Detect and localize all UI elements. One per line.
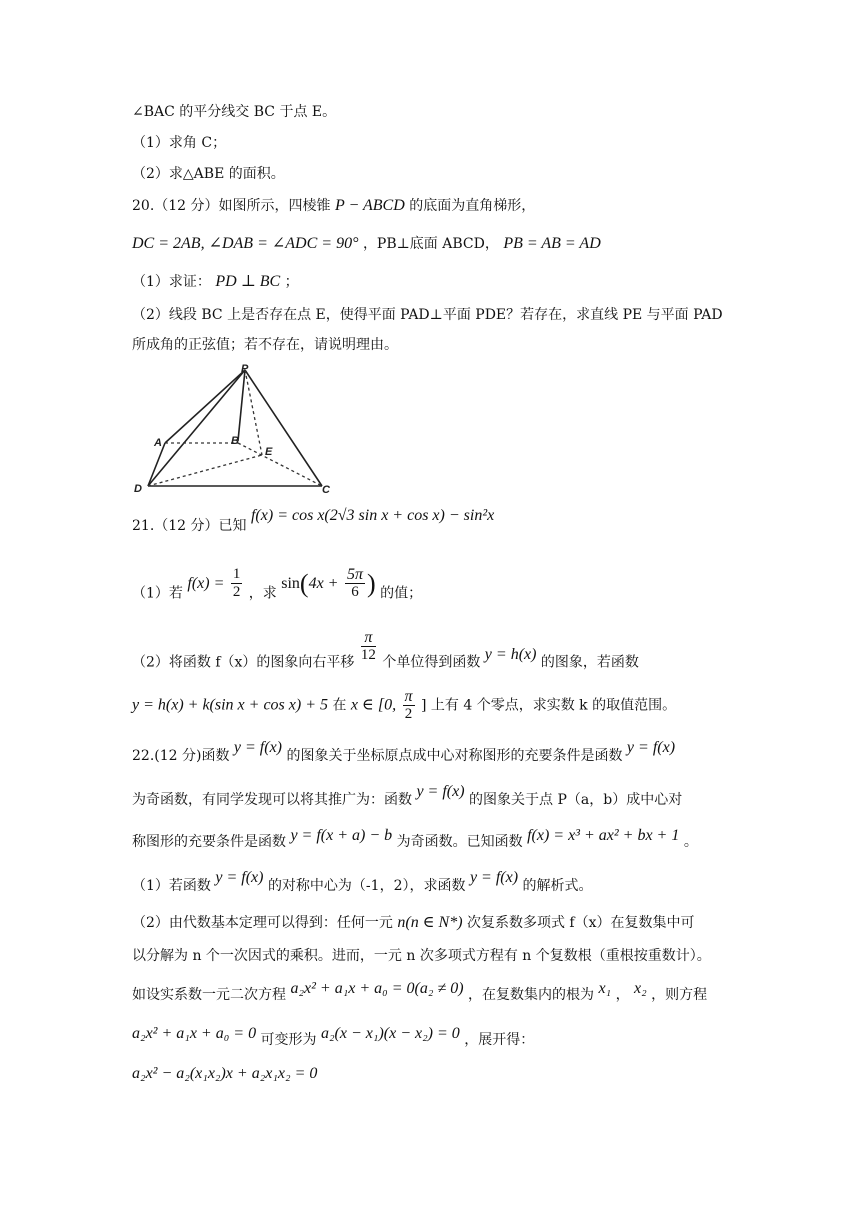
p22-yfx: y = f(x): [233, 739, 283, 756]
p22-shifted: y = f(x + a) − b: [290, 827, 393, 844]
p22-expanded-line: [132, 1064, 317, 1084]
p21-q2-text2: 个单位得到函数: [382, 654, 481, 671]
fraction-numerator: 5π: [346, 566, 363, 583]
fraction-denominator: 2: [404, 706, 413, 722]
p21-q2-interval: x ∈ [0,: [350, 696, 397, 714]
p19-question-2: （2）求△ABE 的面积。: [132, 166, 285, 182]
edge-pc: [245, 370, 322, 486]
p22-q1-c: 的解析式。: [522, 878, 593, 894]
p22-t2: 为奇函数，有同学发现可以将其推广为：函数: [132, 792, 412, 808]
p21-q2-condition: [132, 688, 676, 723]
p20-pyramid: P − ABCD: [334, 197, 405, 214]
p21-q2-hx: y = h(x): [484, 645, 537, 663]
edge-pa: [165, 370, 245, 443]
label-a: A: [154, 437, 162, 449]
p20-intro: [132, 196, 535, 216]
p22-q2-f: 可变形为: [260, 1032, 317, 1048]
fraction-numerator: 1: [232, 566, 241, 582]
p20-condition-text: ，PB⊥底面 ABCD，: [362, 236, 499, 252]
p22-t5: 为奇函数。已知函数: [396, 834, 523, 850]
p20-conditions: [132, 234, 601, 254]
p21-function: f(x) = cos x(2√3 sin x + cos x) − sin²x: [250, 507, 495, 524]
p20-vector-condition: DC = 2AB, ∠DAB = ∠ADC = 90°: [132, 235, 359, 252]
p20-q2-line1: （2）线段 BC 上是否存在点 E，使得平面 PAD⊥平面 PDE？若存在，求直线 PE 与平面 PAD: [132, 307, 723, 323]
p22-number: 22.(12 分)函数: [132, 748, 230, 764]
p22-yfx: y = f(x): [626, 739, 676, 756]
p21-q2-text1: （2）将函数 f（x）的图象向右平移: [132, 654, 355, 671]
p22-t1: 的图象关于坐标原点成中心对称图形的充要条件是函数: [286, 748, 623, 764]
p22-q2-g: ，展开得：: [464, 1032, 535, 1048]
edge-de-hidden: [148, 455, 262, 486]
fraction-denominator: 12: [360, 647, 376, 663]
fraction-denominator: 2: [232, 584, 241, 600]
p21-q2-text3: 的图象，若函数: [540, 654, 639, 671]
p22-q2-line3: [132, 980, 708, 1005]
p20-q2-line2: 所成角的正弦值；若不存在，请说明理由。: [132, 337, 398, 353]
p22-yfx: y = f(x): [469, 869, 519, 886]
p22-comma: ，: [615, 987, 630, 1003]
p22-q2-line2: 以分解为 n 个一次因式的乘积。进而，一元 n 次多项式方程有 n 个复数根（重根按重数计）。: [132, 948, 711, 964]
p22-line2: [132, 783, 683, 810]
p21-q2-expr: y = h(x) + k(sin x + cos x) + 5: [132, 696, 329, 714]
p20-intro-tail: 的底面为直角梯形，: [409, 198, 536, 214]
p22-q2-e: ，则方程: [651, 987, 708, 1003]
p22-q2-c: 如设实系数一元二次方程: [132, 987, 286, 1003]
p20-q1-label: （1）求证：: [132, 274, 211, 290]
p22-t6: 。: [683, 834, 698, 850]
label-p: P: [241, 363, 249, 375]
p22-t3: 的图象关于点 P（a，b）成中心对: [469, 792, 683, 808]
fraction-numerator: π: [361, 629, 376, 647]
p22-q2-d: ，在复数集内的根为: [467, 987, 594, 1003]
p20-equal-edges: PB = AB = AD: [503, 235, 601, 252]
edge-pd: [148, 370, 245, 486]
p21-question-1: （1）若 f(x) = $\frac{1}{2}$ ，求 sin(4x + $\frac{5\pi}{6}$ ) 的值；: [132, 566, 423, 602]
p21-q1-mid: ，求: [248, 585, 277, 602]
p22-factored: a₂(x − x₁)(x − x₂) = 0: [320, 1025, 460, 1042]
p22-q2-b: 次复系数多项式 f（x）在复数集中可: [466, 915, 695, 931]
p22-q2-a: （2）由代数基本定理可以得到：任何一元: [132, 915, 393, 931]
fraction-denominator: 6: [351, 584, 359, 600]
fraction-pi-twelve: [361, 629, 376, 664]
p22-q2-line1: [132, 913, 695, 933]
p22-cubic: f(x) = x³ + ax² + bx + 1: [527, 827, 680, 844]
p22-t4: 称图形的充要条件是函数: [132, 834, 286, 850]
edge-pb: [238, 370, 245, 441]
p22-line3: [132, 827, 698, 852]
fraction-pi-two: [403, 688, 415, 723]
fraction-numerator: π: [404, 688, 413, 705]
label-e: E: [265, 446, 273, 458]
p22-q1-b: 的对称中心为（-1，2），求函数: [267, 878, 466, 894]
p21-q1-fx: f(x) =: [187, 574, 225, 592]
p21-q1-inner: 4x +: [308, 574, 339, 592]
p21-sin: sin: [281, 574, 300, 592]
p21-q1-end: 的值；: [380, 585, 423, 602]
p22-q2-line4: [132, 1025, 535, 1050]
fraction-one-half: [231, 566, 243, 601]
p20-number: 20.（12 分）如图所示，四棱锥: [132, 198, 331, 214]
p22-q1-a: （1）若函数: [132, 878, 211, 894]
p22-question-1: [132, 869, 593, 896]
p22-yfx: y = f(x): [416, 783, 465, 800]
p20-question-1: [132, 272, 299, 292]
p21-q2-text5: ] 上有 4 个零点，求实数 k 的取值范围。: [421, 697, 677, 714]
edge-ad: [148, 443, 165, 486]
label-b: B: [231, 435, 239, 447]
p20-q1-end: ；: [284, 274, 299, 290]
p22-quadratic-2: a₂x² + a₁x + a₀ = 0: [132, 1025, 257, 1042]
p21-question-2: [132, 629, 639, 680]
p19-tail-line: ∠BAC 的平分线交 BC 于点 E。: [132, 104, 337, 120]
pyramid-figure: [130, 362, 340, 494]
fraction-five-pi-six: [345, 566, 365, 601]
p21-q2-text4: 在: [332, 697, 347, 714]
p22-root-x1: x₁: [598, 980, 612, 997]
p22-yfx: y = f(x): [215, 869, 264, 886]
p22-root-x2: x₂: [634, 980, 647, 997]
p22-line1: [132, 739, 676, 766]
edge-bc-hidden: [238, 443, 322, 486]
p21-number: 21.（12 分）已知: [132, 518, 247, 534]
p22-q2-n: n(n ∈ N*): [397, 914, 463, 931]
p22-expanded: a₂x² − a₂(x₁x₂)x + a₂x₁x₂ = 0: [132, 1065, 318, 1082]
p20-q1-math: PD ⊥ BC: [215, 273, 281, 290]
p22-quadratic: a₂x² + a₁x + a₀ = 0(a₂ ≠ 0): [290, 980, 464, 997]
p19-question-1: （1）求角 C；: [132, 135, 227, 151]
p21-q1-label: （1）若: [132, 585, 183, 602]
p21-intro: [132, 507, 495, 536]
label-d: D: [134, 483, 142, 494]
label-c: C: [322, 484, 330, 494]
